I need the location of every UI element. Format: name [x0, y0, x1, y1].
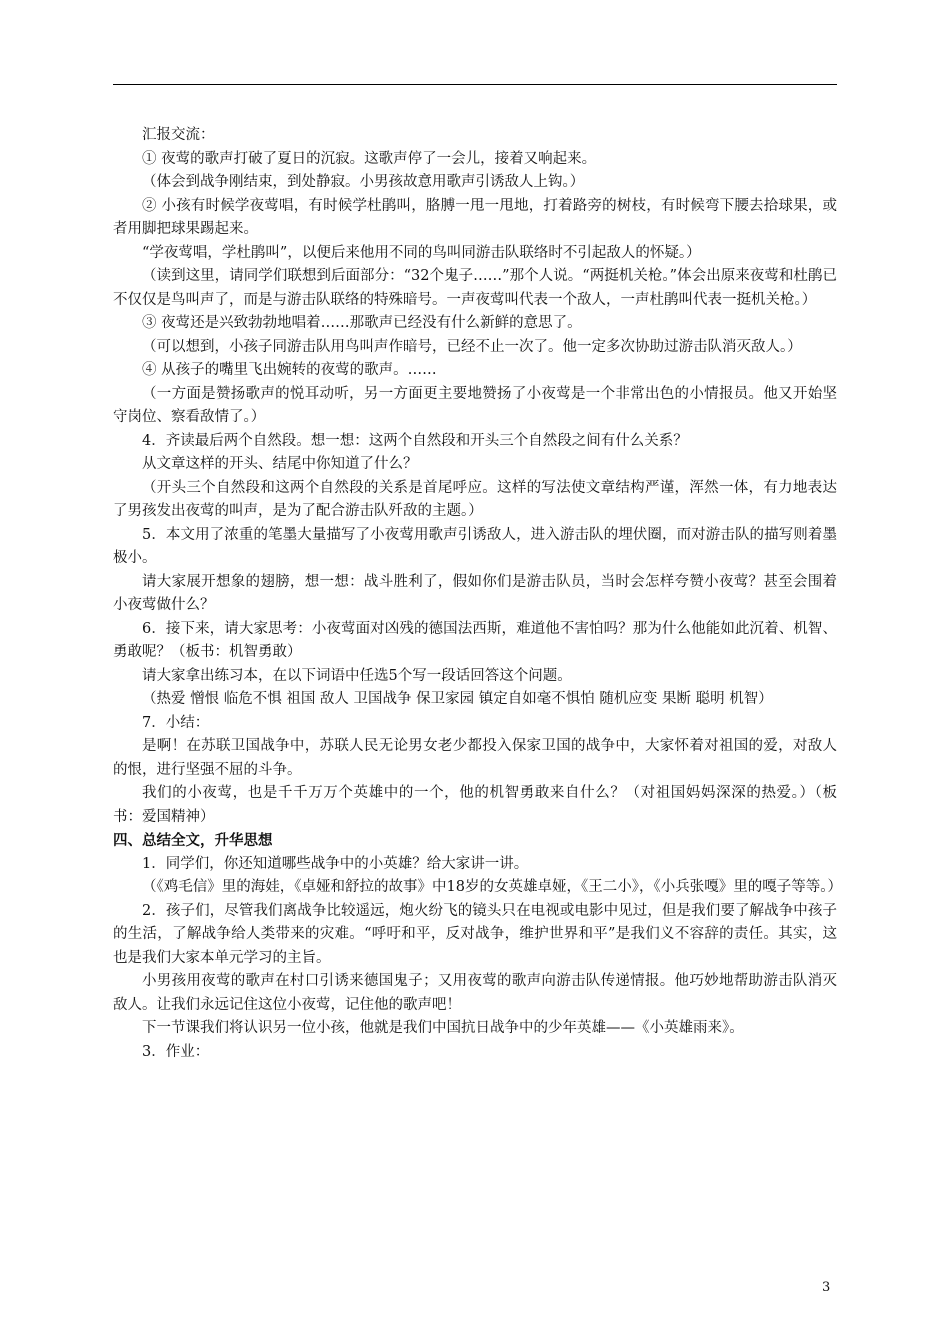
paragraph: ③ 夜莺还是兴致勃勃地唱着……那歌声已经没有什么新鲜的意思了。	[142, 315, 582, 331]
paragraph: 6．接下来，请大家思考：小夜莺面对凶残的德国法西斯，难道他不害怕吗？那为什么他能如此沉着、机智、勇敢呢？（板书：机智勇敢）	[113, 620, 837, 660]
paragraph: 5．本文用了浓重的笔墨大量描写了小夜莺用歌声引诱敌人，进入游击队的埋伏圈，而对游击队的描写则着墨极小。	[113, 526, 837, 566]
page-number: 3	[822, 1280, 831, 1295]
paragraph: 下一节课我们将认识另一位小孩，他就是我们中国抗日战争中的少年英雄——《小英雄雨来》。	[142, 1020, 744, 1036]
paragraph: （可以想到，小孩子同游击队用鸟叫声作暗号，已经不止一次了。他一定多次协助过游击队消灭敌人。）	[142, 338, 802, 355]
document-body	[113, 124, 842, 1064]
paragraph: （一方面是赞扬歌声的悦耳动听，另一方面更主要地赞扬了小夜莺是一个非常出色的小情报员。他又开始坚守岗位、察看敌情了。）	[113, 385, 837, 425]
paragraph: 1．同学们，你还知道哪些战争中的小英雄？给大家讲一讲。	[142, 855, 529, 872]
paragraph: 汇报交流：	[142, 127, 215, 143]
paragraph: （《鸡毛信》里的海娃，《卓娅和舒拉的故事》中18岁的女英雄卓娅，《王二小》，《小兵张嘎》里的嘎子等等。）	[142, 879, 842, 895]
paragraph: 2．孩子们，尽管我们离战争比较遥远，炮火纷飞的镜头只在电视或电影中见过，但是我们要了解战争中孩子的生活，了解战争给人类带来的灾难。“呼吁和平，反对战争，维护世界和平”是我们义不容辞的责任。其实，这也是我们大家本单元学习的主旨。	[113, 902, 837, 966]
paragraph: 请大家拿出练习本，在以下词语中任选5个写一段话回答这个问题。	[142, 667, 572, 684]
paragraph: ② 小孩有时候学夜莺唱，有时候学杜鹃叫，胳膊一甩一甩地，打着路旁的树枝，有时候弯下腰去拾球果，或者用脚把球果踢起来。	[113, 197, 837, 237]
paragraph: ④ 从孩子的嘴里飞出婉转的夜莺的歌声。……	[142, 362, 437, 378]
paragraph: （体会到战争刚结束，到处静寂。小男孩故意用歌声引诱敌人上钩。）	[142, 174, 585, 190]
paragraph: （开头三个自然段和这两个自然段的关系是首尾呼应。这样的写法使文章结构严谨，浑然一体，有力地表达了男孩发出夜莺的叫声，是为了配合游击队歼敌的主题。）	[113, 479, 837, 519]
paragraph: 7．小结：	[142, 714, 210, 731]
paragraph: （读到这里，请同学们联想到后面部分：“32个鬼子……”那个人说。“两挺机关枪。”体会出原来夜莺和杜鹃已不仅仅是鸟叫声了，而是与游击队联络的特殊暗号。一声夜莺叫代表一个敌人，一声杜鹃叫代表一挺机关枪。）	[113, 268, 837, 308]
paragraph: 4．齐读最后两个自然段。想一想：这两个自然段和开头三个自然段之间有什么关系？	[142, 432, 688, 449]
paragraph: ① 夜莺的歌声打破了夏日的沉寂。这歌声停了一会儿，接着又响起来。	[142, 150, 597, 167]
paragraph: （热爱 憎恨 临危不惧 祖国 敌人 卫国战争 保卫家园 镇定自如毫不惧怕 随机应变 果断 聪明 机智）	[142, 691, 773, 707]
paragraph: 请大家展开想象的翅膀，想一想：战斗胜利了，假如你们是游击队员，当时会怎样夸赞小夜莺？甚至会围着小夜莺做什么？	[113, 573, 837, 613]
paragraph: “学夜莺唱，学杜鹃叫”，以便后来他用不同的鸟叫同游击队联络时不引起敌人的怀疑。）	[142, 244, 701, 261]
paragraph: 是啊！在苏联卫国战争中，苏联人民无论男女老少都投入保家卫国的战争中，大家怀着对祖国的爱，对敌人的恨，进行坚强不屈的斗争。	[113, 738, 837, 778]
paragraph: 小男孩用夜莺的歌声在村口引诱来德国鬼子；又用夜莺的歌声向游击队传递情报。他巧妙地帮助游击队消灭敌人。让我们永远记住这位小夜莺，记住他的歌声吧！	[113, 973, 837, 1013]
header-rule	[113, 84, 837, 85]
section-heading: 四、总结全文，升华思想	[113, 832, 273, 849]
paragraph: 我们的小夜莺，也是千千万万个英雄中的一个，他的机智勇敢来自什么？（对祖国妈妈深深的热爱。）（板书：爱国精神）	[113, 785, 837, 825]
paragraph: 从文章这样的开头、结尾中你知道了什么？	[142, 456, 418, 472]
paragraph: 3．作业：	[142, 1043, 210, 1060]
